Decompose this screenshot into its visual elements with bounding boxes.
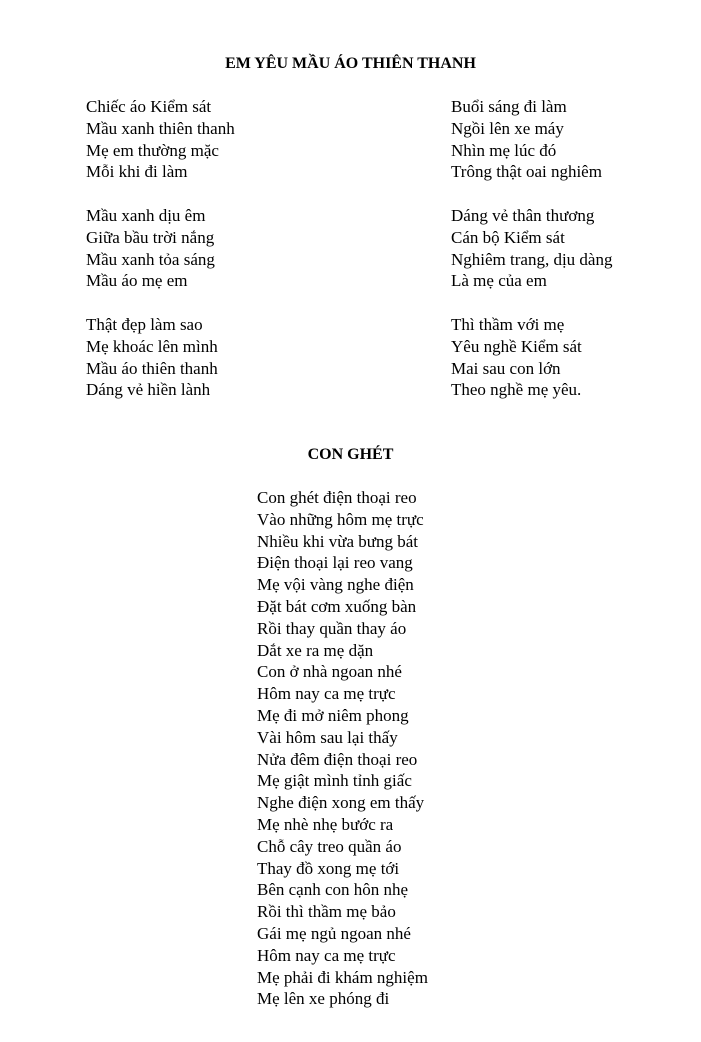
poem-title-con-ghet: CON GHÉT [307, 446, 394, 463]
verse-line: Mẹ đi mở niêm phong [257, 705, 409, 725]
verse-line: Mẹ lên xe phóng đi [257, 989, 390, 1009]
verse-line: Mầu xanh tỏa sáng [86, 249, 215, 269]
verse-line: Hôm nay ca mẹ trực [257, 945, 396, 965]
verse-line: Mầu xanh thiên thanh [86, 118, 235, 138]
stanza [86, 96, 235, 183]
verse-line: Thật đẹp làm sao [86, 314, 203, 334]
verse-line: Mai sau con lớn [451, 358, 561, 378]
verse-line: Chiếc áo Kiểm sát [86, 97, 212, 116]
verse-line: Buổi sáng đi làm [451, 97, 567, 116]
verse-line: Gái mẹ ngủ ngoan nhé [257, 923, 411, 943]
stanza [451, 205, 612, 292]
verse-line: Mầu xanh dịu êm [86, 205, 206, 225]
verse-line: Là mẹ của em [451, 271, 547, 291]
verse-line: Mầu áo mẹ em [86, 271, 188, 291]
poem1-left-column [86, 96, 235, 401]
verse-line: Rồi thì thầm mẹ bảo [257, 902, 396, 922]
verse-line: Thay đồ xong mẹ tới [257, 858, 400, 878]
verse-line: Mẹ vội vàng nghe điện [257, 575, 414, 595]
verse-line: Dáng vẻ thân thương [451, 205, 595, 225]
verse-line: Con ghét điện thoại reo [257, 488, 417, 507]
verse-line: Nghe điện xong em thấy [257, 793, 425, 813]
verse-line: Chỗ cây treo quần áo [257, 836, 402, 856]
stanza [451, 314, 612, 401]
verse-line: Mẹ nhè nhẹ bước ra [257, 814, 394, 834]
verse-line: Vào những hôm mẹ trực [257, 509, 424, 529]
verse-line: Hôm nay ca mẹ trực [257, 684, 396, 704]
verse-line: Thì thầm với mẹ [451, 314, 565, 334]
poem1-right-column [451, 96, 612, 401]
poem-title-em-yeu-mau-ao-thien-thanh: EM YÊU MẦU ÁO THIÊN THANH [225, 55, 476, 72]
verse-line: Dắt xe ra mẹ dặn [257, 640, 374, 660]
verse-line: Điện thoại lại reo vang [257, 553, 413, 573]
verse-line: Nhìn mẹ lúc đó [451, 140, 557, 160]
verse-line: Trông thật oai nghiêm [451, 162, 602, 182]
verse-line: Dáng vẻ hiền lành [86, 380, 211, 400]
verse-line: Mẹ phải đi khám nghiệm [257, 967, 428, 987]
verse-line: Cán bộ Kiểm sát [451, 227, 565, 247]
verse-line: Theo nghề mẹ yêu. [451, 380, 582, 400]
verse-line: Nhiều khi vừa bưng bát [257, 531, 419, 551]
verse-line: Nghiêm trang, dịu dàng [451, 249, 613, 269]
verse-line: Ngồi lên xe máy [451, 118, 564, 138]
verse-line: Mỗi khi đi làm [86, 162, 188, 182]
verse-line: Nửa đêm điện thoại reo [257, 749, 418, 769]
stanza [257, 487, 428, 1010]
stanza [86, 314, 235, 401]
stanza [451, 96, 612, 183]
verse-line: Mẹ giật mình tỉnh giấc [257, 771, 412, 791]
verse-line: Bên cạnh con hôn nhẹ [257, 880, 409, 900]
verse-line: Rồi thay quần thay áo [257, 618, 407, 638]
poem2-column [257, 487, 428, 1010]
verse-line: Yêu nghề Kiểm sát [451, 336, 582, 356]
verse-line: Vài hôm sau lại thấy [257, 727, 398, 747]
verse-line: Đặt bát cơm xuống bàn [257, 596, 417, 616]
verse-line: Mẹ em thường mặc [86, 140, 219, 160]
verse-line: Mầu áo thiên thanh [86, 358, 218, 378]
stanza [86, 205, 235, 292]
verse-line: Giữa bầu trời nắng [86, 227, 215, 247]
verse-line: Mẹ khoác lên mình [86, 336, 218, 356]
verse-line: Con ở nhà ngoan nhé [257, 662, 402, 682]
